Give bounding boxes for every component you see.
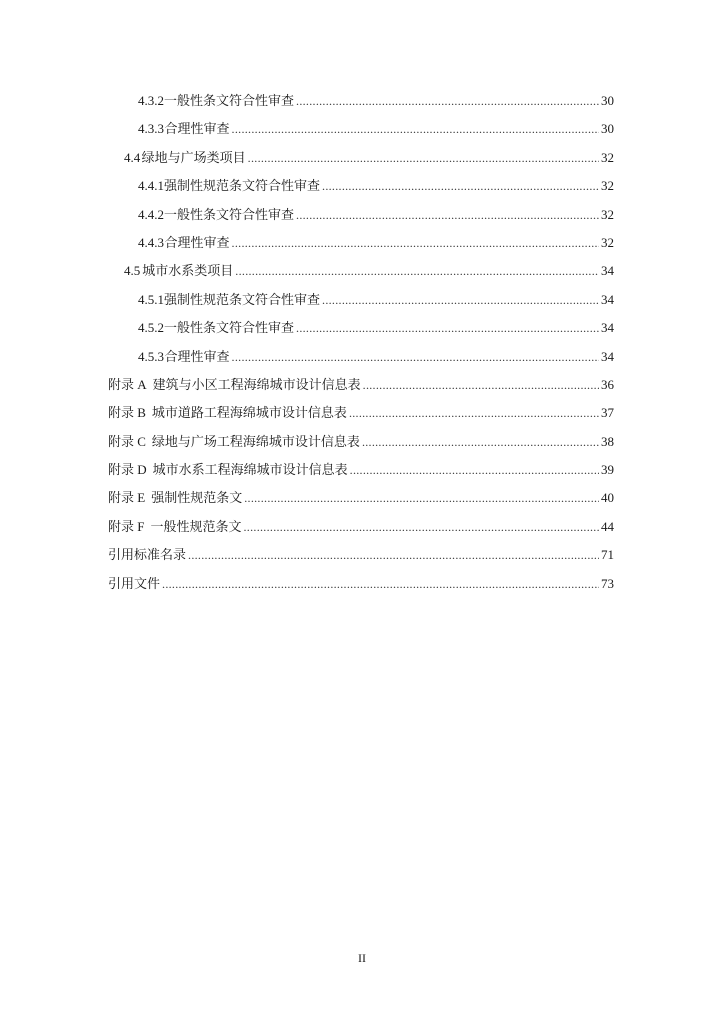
toc-entry-number: 4.4.3 — [138, 234, 164, 250]
toc-entry-page: 34 — [601, 263, 614, 279]
toc-entry[interactable] — [108, 90, 614, 118]
toc-entry[interactable] — [108, 346, 614, 374]
toc-dot-leader — [362, 435, 599, 450]
toc-entry-title: 城市道路工程海绵城市设计信息表 — [151, 406, 347, 422]
toc-entry-number: 4.3.3 — [138, 121, 164, 137]
toc-entry-title: 一般性规范条文 — [150, 519, 242, 535]
toc-entry-title: 绿地与广场类项目 — [141, 150, 246, 166]
toc-dot-leader — [232, 236, 599, 251]
toc-entry-page: 71 — [601, 547, 614, 563]
toc-entry-title: 合理性审查 — [164, 349, 230, 365]
toc-entry-title: 城市水系类项目 — [142, 264, 234, 280]
toc-entry[interactable] — [108, 175, 614, 203]
toc-entry[interactable] — [108, 544, 614, 572]
toc-dot-leader — [162, 577, 599, 592]
toc-entry-page: 30 — [601, 93, 614, 108]
toc-entry-title: 强制性规范条文符合性审查 — [164, 179, 321, 195]
toc-entry-number: 附录 F — [108, 518, 145, 534]
toc-dot-leader — [322, 179, 599, 194]
toc-entry[interactable] — [108, 204, 614, 232]
toc-entry-title: 建筑与小区工程海绵城市设计信息表 — [152, 377, 361, 393]
toc-entry-title: 一般性条文符合性审查 — [164, 207, 295, 223]
table-of-contents — [108, 90, 614, 601]
toc-entry-title: 城市水系工程海绵城市设计信息表 — [152, 463, 348, 479]
toc-entry-number: 4.5.1 — [138, 291, 164, 307]
toc-entry-number: 4.5.3 — [138, 348, 164, 364]
toc-entry-page: 38 — [601, 433, 614, 449]
toc-entry[interactable] — [108, 459, 614, 487]
toc-entry-title: 合理性审查 — [164, 235, 230, 251]
toc-dot-leader — [296, 321, 599, 336]
toc-entry-page: 34 — [601, 320, 614, 336]
toc-entry-page: 32 — [601, 206, 614, 222]
toc-entry[interactable] — [108, 317, 614, 345]
toc-entry[interactable] — [108, 289, 614, 317]
toc-entry-page: 32 — [601, 149, 614, 165]
toc-entry-page: 40 — [601, 490, 614, 506]
toc-dot-leader — [296, 208, 599, 223]
toc-entry[interactable] — [108, 232, 614, 260]
toc-entry-page: 73 — [601, 575, 614, 591]
toc-entry-number: 附录 C — [108, 433, 146, 449]
toc-entry-page: 32 — [601, 234, 614, 250]
toc-entry[interactable] — [108, 487, 614, 515]
toc-dot-leader — [349, 406, 599, 421]
toc-entry-page: 44 — [601, 518, 614, 534]
toc-entry[interactable] — [108, 573, 614, 601]
toc-entry-title: 强制性规范条文 — [151, 491, 243, 507]
toc-entry-title: 引用标准名录 — [108, 548, 187, 564]
toc-dot-leader — [244, 491, 599, 506]
toc-entry-number: 附录 D — [108, 462, 147, 478]
toc-entry[interactable] — [108, 147, 614, 175]
toc-dot-leader — [296, 94, 599, 109]
toc-entry-title: 引用文件 — [108, 576, 161, 592]
toc-dot-leader — [322, 293, 599, 308]
toc-dot-leader — [244, 520, 600, 535]
toc-entry-page: 34 — [601, 348, 614, 364]
toc-entry-page: 36 — [601, 376, 614, 392]
toc-entry-title: 一般性条文符合性审查 — [164, 94, 295, 109]
toc-entry-page: 37 — [601, 405, 614, 421]
toc-entry-title: 绿地与广场工程海绵城市设计信息表 — [151, 434, 360, 450]
toc-dot-leader — [363, 378, 599, 393]
toc-dot-leader — [188, 548, 599, 563]
toc-dot-leader — [350, 463, 599, 478]
toc-entry[interactable] — [108, 118, 614, 146]
toc-entry-number: 4.4.1 — [138, 178, 164, 194]
toc-entry-number: 附录 A — [108, 376, 147, 392]
toc-entry-page: 34 — [601, 291, 614, 307]
toc-entry-number: 附录 B — [108, 405, 146, 421]
toc-dot-leader — [248, 151, 599, 166]
toc-entry-number: 4.4.2 — [138, 206, 164, 222]
toc-entry-number: 4.3.2 — [138, 93, 164, 108]
toc-entry-page: 30 — [601, 121, 614, 137]
toc-entry-title: 合理性审查 — [164, 122, 230, 138]
toc-entry-number: 4.4 — [124, 149, 141, 165]
toc-entry[interactable] — [108, 402, 614, 430]
toc-entry-page: 32 — [601, 178, 614, 194]
toc-entry-page: 39 — [601, 462, 614, 478]
toc-entry[interactable] — [108, 374, 614, 402]
toc-dot-leader — [232, 122, 599, 137]
page-number: II — [358, 951, 366, 965]
toc-dot-leader — [232, 350, 599, 365]
toc-entry-number: 4.5.2 — [138, 320, 164, 336]
toc-entry[interactable] — [108, 260, 614, 288]
toc-entry[interactable] — [108, 431, 614, 459]
toc-entry-title: 一般性条文符合性审查 — [164, 321, 295, 337]
toc-entry-number: 4.5 — [124, 263, 141, 279]
toc-entry-title: 强制性规范条文符合性审查 — [164, 292, 321, 308]
toc-entry[interactable] — [108, 516, 614, 544]
toc-dot-leader — [235, 264, 599, 279]
toc-entry-number: 附录 E — [108, 490, 146, 506]
